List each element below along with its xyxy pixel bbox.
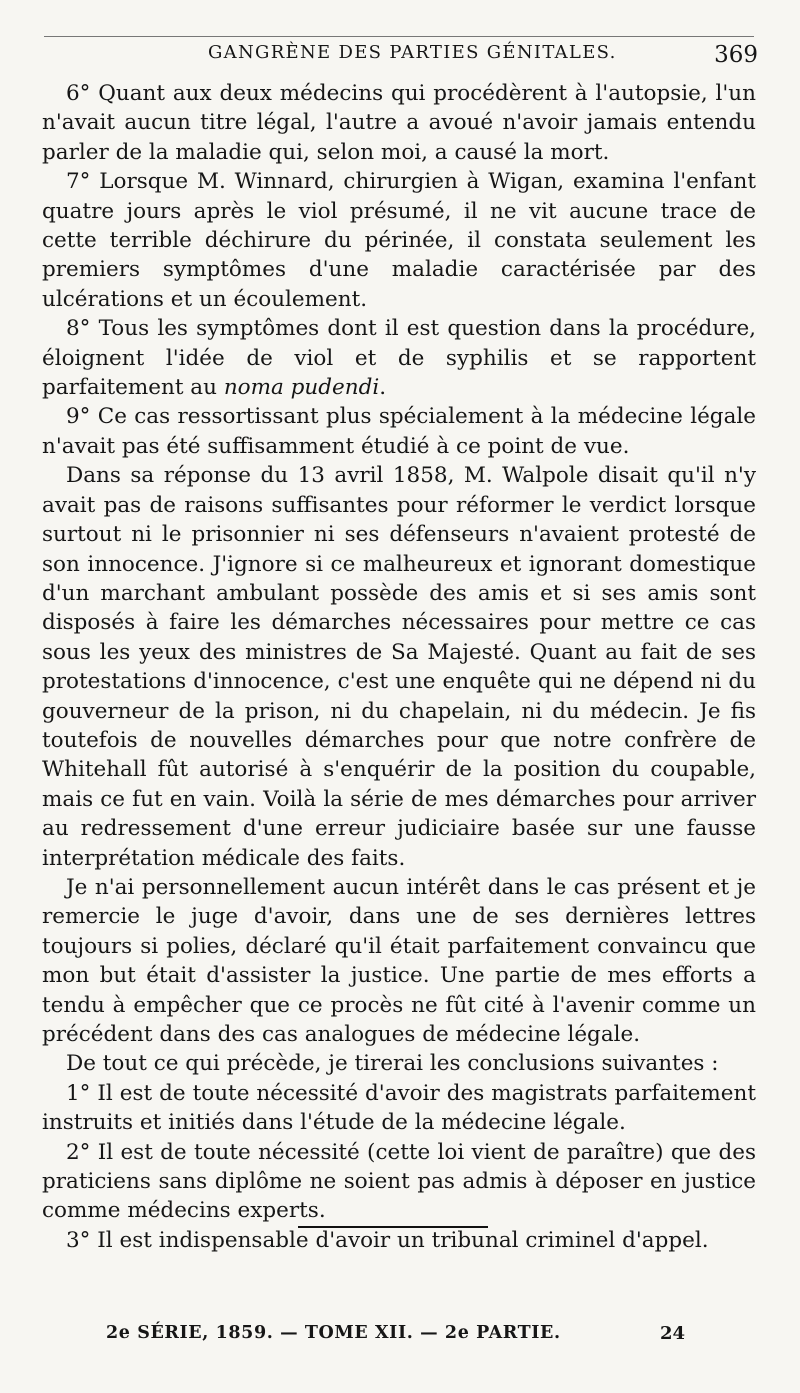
paragraph-walpole-reply: Dans sa réponse du 13 avril 1858, M. Walpole disait qu'il n'y avait pas de raisons suffisantes pour réformer le verdict lorsque surtout ni le prisonnier ni ses défenseurs n'avaient protesté de son innocence. J'ignore si ce malheureux et ignorant domestique d'un marchant ambulant possède des amis et si ses amis sont disposés à faire les démarches nécessaires pour mettre ce cas sous les yeux des ministres de Sa Majesté. Quant au fait de ses protestations d'innocence, c'est une enquête qui ne dépend ni du gouverneur de la prison, ni du chapelain, ni du médecin. Je fis toutefois de nouvelles démarches pour que notre confrère de Whitehall fût autorisé à s'enquérir de la position du coupable, mais ce fut en vain. Voilà la série de mes démarches pour arriver au redressement d'une erreur judiciaire basée sur une fausse interprétation médicale des faits.	[42, 463, 756, 871]
running-title: GANGRÈNE DES PARTIES GÉNITALES.	[208, 42, 617, 63]
paragraph-point-8-text: 8° Tous les symptômes dont il est question dans la procédure, éloignent l'idée de viol et de syphilis et se rapportent parfaitement au	[42, 316, 756, 401]
running-head	[0, 34, 800, 74]
conclusion-1: 1° Il est de toute nécessité d'avoir des magistrats parfaitement instruits et initiés dans l'étude de la médecine légale.	[42, 1080, 756, 1136]
paragraph-point-8	[42, 314, 756, 402]
paragraph-point-9: 9° Ce cas ressortissant plus spécialement à la médecine légale n'avait pas été suffisamment étudié à ce point de vue.	[42, 404, 756, 459]
header-rule	[44, 36, 754, 37]
paragraph-personal-interest: Je n'ai personnellement aucun intérêt dans le cas présent et je remercie le juge d'avoir, dans une de ses dernières lettres toujours si polies, déclaré qu'il était parfaitement convaincu que mon but était d'assister la justice. Une partie de mes efforts a tendu à empêcher que ce procès ne fût cité à l'avenir comme un précédent dans des cas analogues de médecine légale.	[42, 874, 756, 1047]
body-text	[42, 79, 756, 1255]
conclusion-2: 2° Il est de toute nécessité (cette loi vient de paraître) que des praticiens sans diplôme ne soient pas admis à déposer en justice comme médecins experts.	[42, 1139, 756, 1224]
paragraph-conclusions-intro: De tout ce qui précède, je tirerai les conclusions suivantes :	[66, 1051, 719, 1077]
conclusion-3: 3° Il est indispensable d'avoir un tribunal criminel d'appel.	[66, 1227, 709, 1253]
paragraph-point-6: 6° Quant aux deux médecins qui procédèrent à l'autopsie, l'un n'avait aucun titre légal, l'autre a avoué n'avoir jamais entendu parler de la maladie qui, selon moi, a causé la mort.	[42, 81, 756, 165]
paragraph-point-8-tail: .	[379, 375, 387, 401]
paragraph-point-7: 7° Lorsque M. Winnard, chirurgien à Wigan, examina l'enfant quatre jours après le viol présumé, il ne vit aucune trace de cette terrible déchirure du périnée, il constata seulement les premiers symptômes d'une maladie caractérisée par des ulcérations et un écoulement.	[42, 169, 756, 312]
italic-term: noma pudendi	[223, 375, 380, 401]
page-number: 369	[714, 42, 758, 68]
signature-line: 2e SÉRIE, 1859. — TOME XII. — 2e PARTIE.	[106, 1323, 561, 1343]
sheet-number: 24	[660, 1323, 686, 1344]
page-footer	[0, 1323, 800, 1353]
footnote-divider	[298, 1226, 488, 1228]
